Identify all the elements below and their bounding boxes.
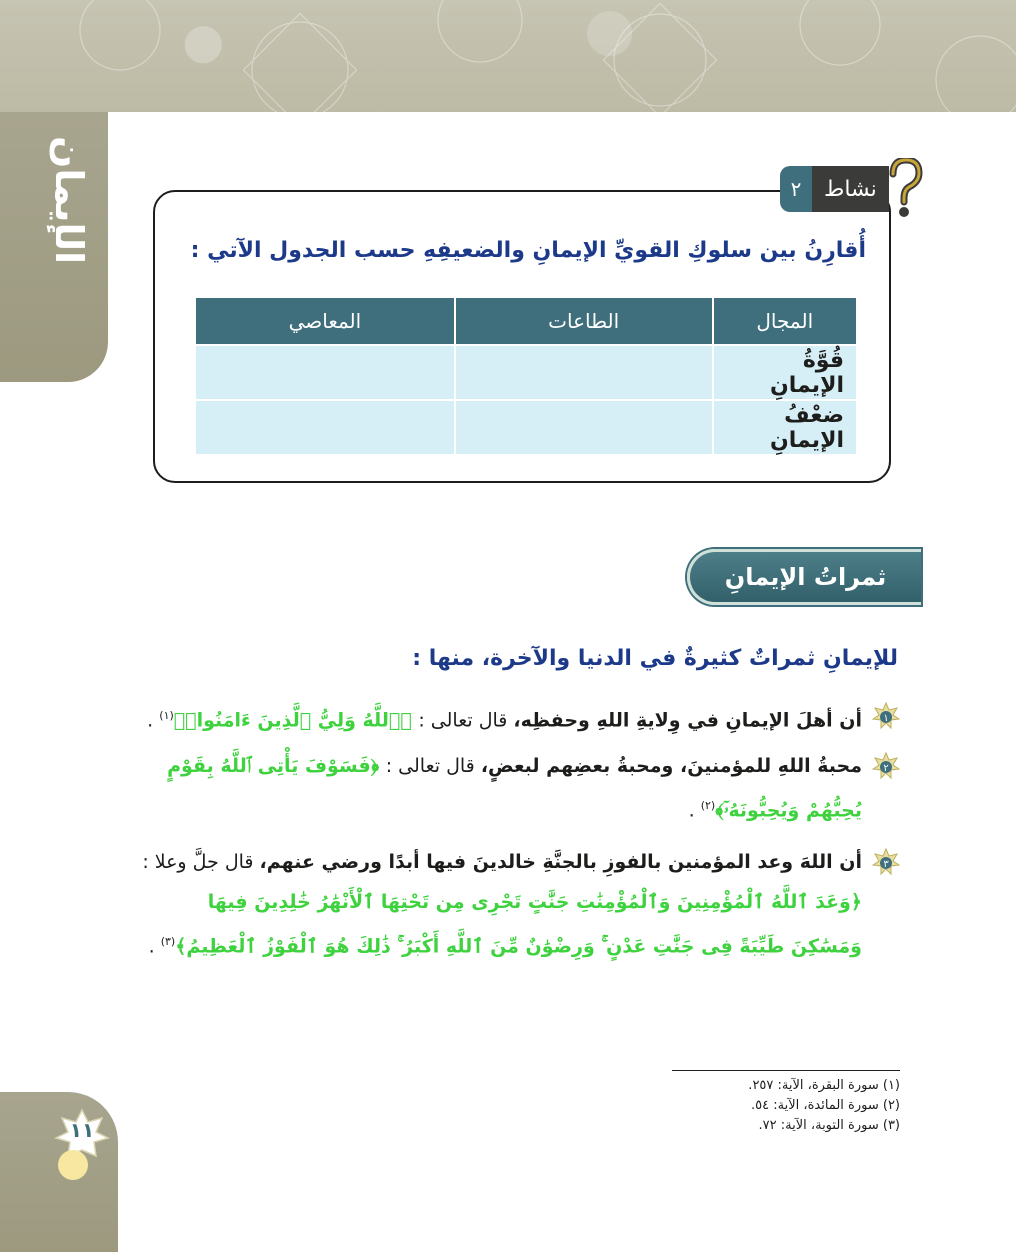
table-header-domain: المجال xyxy=(713,297,857,345)
svg-text:٣: ٣ xyxy=(883,859,889,870)
publisher-logo xyxy=(58,1150,88,1180)
point-normal-text: قال تعالى : xyxy=(418,709,514,732)
section-heading: ثمراتُ الإيمانِ xyxy=(687,549,921,605)
point-end: . xyxy=(688,799,701,822)
question-mark-icon xyxy=(885,158,925,220)
table-cell-obedience[interactable] xyxy=(455,345,713,400)
list-item xyxy=(138,696,898,740)
svg-text:٢: ٢ xyxy=(883,763,889,774)
svg-text:١: ١ xyxy=(883,713,889,724)
star-badge-icon xyxy=(872,752,900,780)
footnote-divider xyxy=(672,1070,900,1071)
quran-verse: ﴿ٱللَّهُ وَلِيُّ ٱلَّذِينَ ءَامَنُوا۟﴾ xyxy=(173,709,419,732)
point-normal-text: قال تعالى : xyxy=(385,755,481,777)
activity-label: نشاط xyxy=(812,166,889,212)
table-header-sins: المعاصي xyxy=(195,297,455,345)
table-cell-domain: ضعْفُ الإيمانِ xyxy=(713,400,857,455)
footnote-ref: (٢) xyxy=(700,799,716,812)
intro-line: للإيمانِ ثمراتٌ كثيرةٌ في الدنيا والآخرة، منها : xyxy=(412,646,898,671)
table-cell-obedience[interactable] xyxy=(455,400,713,455)
comparison-table xyxy=(194,296,858,456)
activity-tab xyxy=(780,166,925,212)
footnote: (٢) سورة المائدة، الآية: ٥٤. xyxy=(751,1098,900,1113)
point-bold-text: محبةُ اللهِ للمؤمنينَ، ومحبةُ بعضِهم لبعضٍ، xyxy=(480,755,862,777)
star-badge-icon xyxy=(872,702,900,730)
table-row xyxy=(195,345,857,400)
point-end: . xyxy=(147,709,160,732)
point-bold-text: أن اللهَ وعد المؤمنين بالفوزِ بالجنَّةِ خالدينَ فيها أبدًا ورضي عنهم، xyxy=(259,851,862,873)
table-header-obedience: الطاعات xyxy=(455,297,713,345)
table-cell-sins[interactable] xyxy=(195,400,455,455)
point-bold-text: أن أهلَ الإيمانِ في وِلايةِ اللهِ وحفظِه، xyxy=(513,709,862,732)
quran-verse: ﴿وَعَدَ ٱللَّهُ ٱلْمُؤْمِنِينَ وَٱلْمُؤْمِنَٰتِ جَنَّٰتٍ تَجْرِى مِن تَحْتِهَا ٱلْأَنْهَٰرُ خَٰلِدِينَ فِيهَا وَمَسَٰكِنَ طَيِّبَةً فِى جَنَّٰتِ عَدْنٍ ۚ وَرِضْوَٰنٌ مِّنَ ٱللَّهِ أَكْبَرُ ۚ ذَٰلِكَ هُوَ ٱلْفَوْزُ ٱلْعَظِيمُ﴾ xyxy=(175,891,862,958)
page-number: ١١ xyxy=(69,1118,95,1142)
point-normal-text: قال جلَّ وعلا : xyxy=(142,851,260,873)
footnote: (١) سورة البقرة، الآية: ٢٥٧. xyxy=(748,1078,900,1093)
table-row xyxy=(195,400,857,455)
star-badge-icon xyxy=(872,848,900,876)
geometric-pattern-decoration xyxy=(0,0,1016,112)
activity-prompt: أُقارِنُ بين سلوكِ القويِّ الإيمانِ والضعيفِهِ حسب الجدول الآتي : xyxy=(190,238,866,263)
quran-verse: ﴿فَسَوْفَ يَأْتِى ٱللَّهُ بِقَوْمٍ يُحِبُّهُمْ وَيُحِبُّونَهُۥٓ﴾ xyxy=(167,755,862,822)
activity-number: ٢ xyxy=(780,166,812,212)
footnote: (٣) سورة التوبة، الآية: ٧٢. xyxy=(758,1118,900,1133)
list-item xyxy=(138,746,898,830)
chapter-title: الإيمان xyxy=(47,135,91,264)
footnote-ref: (١) xyxy=(159,709,174,722)
footnote-ref: (٣) xyxy=(160,935,176,948)
table-cell-sins[interactable] xyxy=(195,345,455,400)
footnotes xyxy=(748,1076,900,1136)
table-cell-domain: قُوَّةُ الإيمانِ xyxy=(713,345,857,400)
list-item xyxy=(138,842,898,966)
point-end: . xyxy=(148,935,161,958)
header-band xyxy=(0,0,1016,112)
